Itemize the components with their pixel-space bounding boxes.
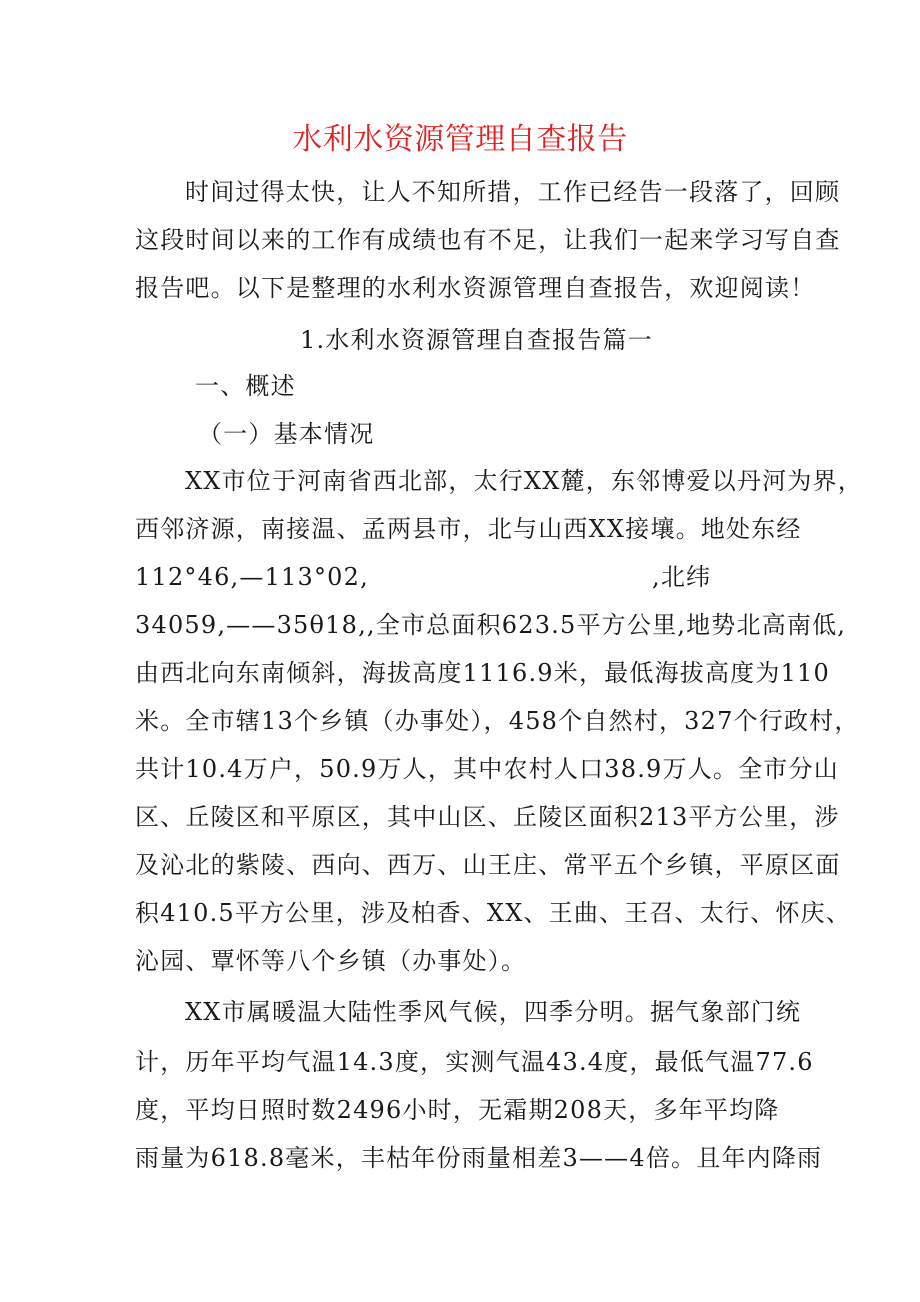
paragraph-line: 34059,——35θ18,,全市总面积623.5平方公里,地势北高南低, bbox=[135, 611, 847, 639]
intro-line: 这段时间以来的工作有成绩也有不足，让我们一起来学习写自查 bbox=[135, 226, 841, 254]
section-heading: 1.水利水资源管理自查报告篇一 bbox=[300, 326, 653, 354]
paragraph-line: 沁园、覃怀等八个乡镇（办事处）。 bbox=[135, 947, 527, 975]
paragraph-line: 区、丘陵区和平原区，其中山区、丘陵区面积213平方公里，涉 bbox=[135, 803, 840, 831]
paragraph-line: 共计10.4万户，50.9万人，其中农村人口38.9万人。全市分山 bbox=[135, 755, 839, 783]
intro-line: 时间过得太快，让人不知所措，工作已经告一段落了，回顾 bbox=[185, 178, 841, 206]
paragraph-line: 计，历年平均气温14.3度，实测气温43.4度，最低气温77.6 bbox=[135, 1048, 814, 1076]
intro-line: 报告吧。以下是整理的水利水资源管理自查报告，欢迎阅读！ bbox=[135, 274, 816, 302]
paragraph-line: 度，平均日照时数2496小时，无霜期208天，多年平均降 bbox=[135, 1096, 780, 1124]
paragraph-line: 西邻济源，南接温、孟两县市，北与山西XX接壤。地处东经 bbox=[135, 515, 802, 543]
heading-overview: 一、概述 bbox=[195, 372, 296, 400]
paragraph-line: 米。全市辖13个乡镇（办事处），458个自然村，327个行政村， bbox=[135, 707, 860, 735]
paragraph-line: 由西北向东南倾斜，海拔高度1116.9米，最低海拔高度为110 bbox=[135, 659, 830, 687]
heading-basic-situation: （一）基本情况 bbox=[198, 420, 375, 448]
document-title: 水利水资源管理自查报告 bbox=[292, 122, 628, 157]
paragraph-line: 雨量为618.8毫米，丰枯年份雨量相差3——4倍。且年内降雨 bbox=[135, 1144, 823, 1172]
paragraph-line: 112°46,—113°02, bbox=[135, 563, 369, 591]
paragraph-line: ,北纬 bbox=[652, 563, 712, 591]
paragraph-line: XX市位于河南省西北部，太行XX麓，东邻博爱以丹河为界， bbox=[185, 467, 863, 495]
paragraph-line: 及沁北的紫陵、西向、西万、山王庄、常平五个乡镇，平原区面 bbox=[135, 851, 841, 879]
paragraph-line: 积410.5平方公里，涉及柏香、XX、王曲、王召、太行、怀庆、 bbox=[135, 899, 852, 927]
paragraph-line: XX市属暖温大陆性季风气候，四季分明。据气象部门统 bbox=[185, 998, 802, 1026]
